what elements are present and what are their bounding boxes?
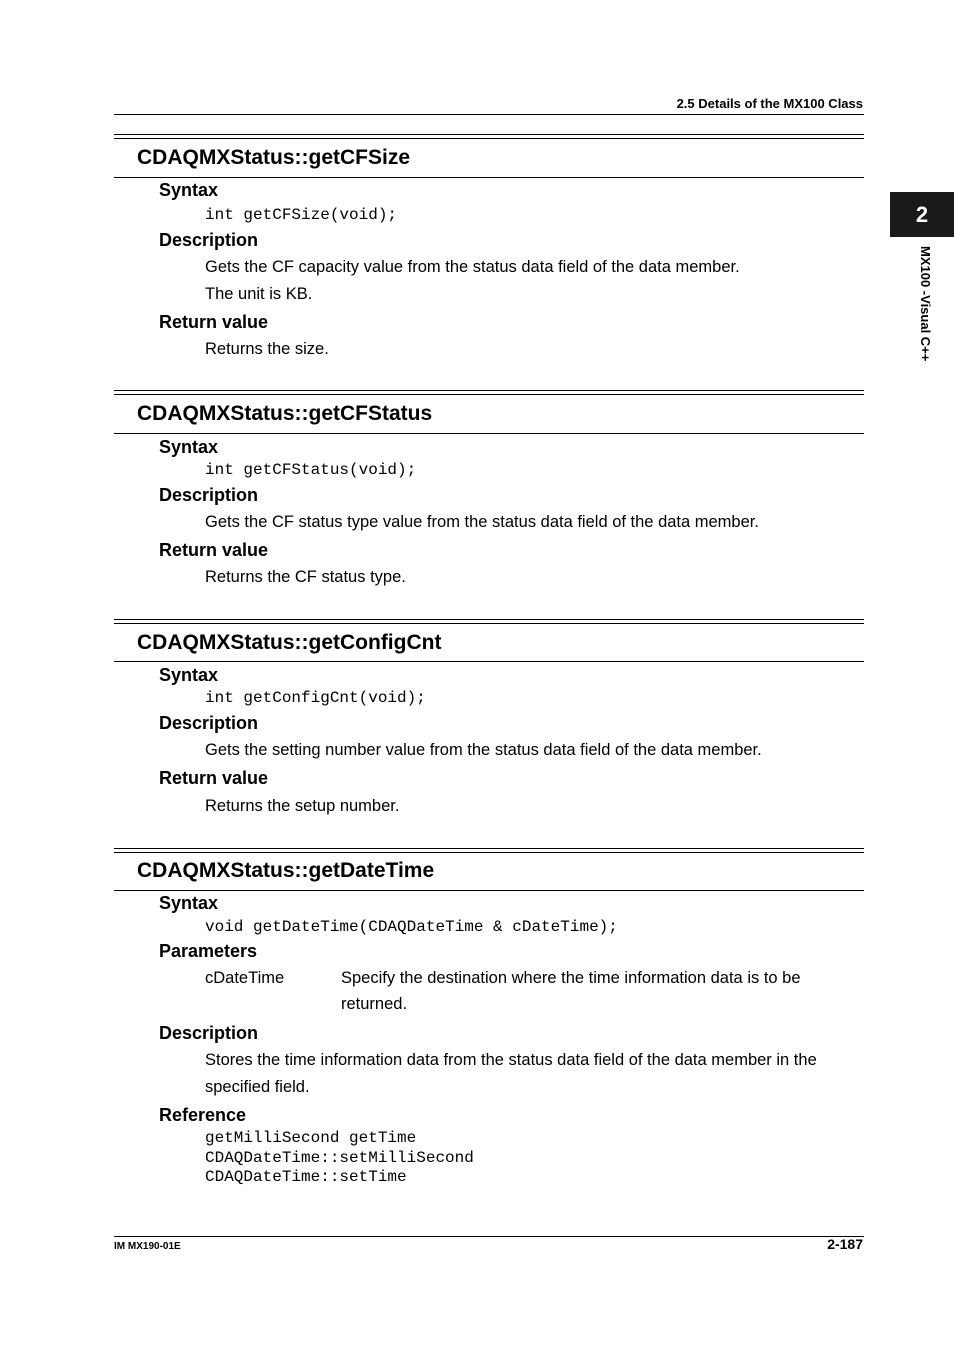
description-text: Gets the setting number value from the status data field of the data member. bbox=[205, 741, 762, 759]
chapter-label: MX100 -Visual C++ bbox=[918, 246, 933, 362]
section-title: CDAQMXStatus::getDateTime bbox=[137, 859, 435, 882]
description-text: Gets the CF status type value from the status data field of the data member. bbox=[205, 513, 759, 531]
document-id: IM MX190-01E bbox=[114, 1241, 181, 1252]
return-heading: Return value bbox=[159, 768, 269, 788]
section-title: CDAQMXStatus::getCFSize bbox=[137, 146, 411, 169]
syntax-code: int getCFStatus(void); bbox=[205, 461, 417, 479]
description-heading: Description bbox=[159, 1023, 259, 1043]
footer-rule bbox=[114, 1236, 864, 1237]
header-rule bbox=[114, 114, 864, 115]
reference-item: CDAQDateTime::setMilliSecond bbox=[205, 1149, 474, 1167]
running-header: 2.5 Details of the MX100 Class bbox=[676, 96, 863, 111]
description-text: Stores the time information data from the status data field of the data member in the bbox=[205, 1051, 817, 1069]
section-rule-top bbox=[114, 394, 864, 395]
section-rule-top bbox=[114, 134, 864, 135]
return-heading: Return value bbox=[159, 312, 269, 332]
parameters-heading: Parameters bbox=[159, 941, 258, 961]
section-rule-top bbox=[114, 138, 864, 139]
reference-item: getMilliSecond getTime bbox=[205, 1129, 417, 1147]
section-rule-top bbox=[114, 619, 864, 620]
section-rule-top bbox=[114, 852, 864, 853]
section-title-rule bbox=[114, 177, 864, 178]
section-title: CDAQMXStatus::getConfigCnt bbox=[137, 631, 442, 654]
return-heading: Return value bbox=[159, 540, 269, 560]
page-number: 2-187 bbox=[827, 1236, 863, 1252]
description-text: Gets the CF capacity value from the status data field of the data member. bbox=[205, 258, 740, 276]
syntax-code: void getDateTime(CDAQDateTime & cDateTime); bbox=[205, 918, 618, 936]
param-description: Specify the destination where the time information data is to be returned. bbox=[341, 969, 801, 1013]
section-title-rule bbox=[114, 433, 864, 434]
section-rule-top bbox=[114, 848, 864, 849]
section-rule-top bbox=[114, 390, 864, 391]
section-title-rule bbox=[114, 661, 864, 662]
section-title-rule bbox=[114, 890, 864, 891]
syntax-code: int getCFSize(void); bbox=[205, 206, 398, 224]
description-text: The unit is KB. bbox=[205, 285, 313, 303]
reference-item: CDAQDateTime::setTime bbox=[205, 1168, 407, 1186]
section-rule-top bbox=[114, 623, 864, 624]
param-name: cDateTime bbox=[205, 969, 285, 987]
syntax-heading: Syntax bbox=[159, 180, 219, 200]
return-text: Returns the size. bbox=[205, 340, 329, 358]
syntax-heading: Syntax bbox=[159, 893, 219, 913]
syntax-code: int getConfigCnt(void); bbox=[205, 689, 426, 707]
syntax-heading: Syntax bbox=[159, 437, 219, 457]
description-heading: Description bbox=[159, 230, 259, 250]
reference-heading: Reference bbox=[159, 1105, 247, 1125]
section-title: CDAQMXStatus::getCFStatus bbox=[137, 402, 433, 425]
syntax-heading: Syntax bbox=[159, 665, 219, 685]
description-text: specified field. bbox=[205, 1078, 310, 1096]
return-text: Returns the CF status type. bbox=[205, 568, 406, 586]
description-heading: Description bbox=[159, 485, 259, 505]
chapter-tab: 2 bbox=[890, 192, 954, 237]
return-text: Returns the setup number. bbox=[205, 797, 400, 815]
description-heading: Description bbox=[159, 713, 259, 733]
